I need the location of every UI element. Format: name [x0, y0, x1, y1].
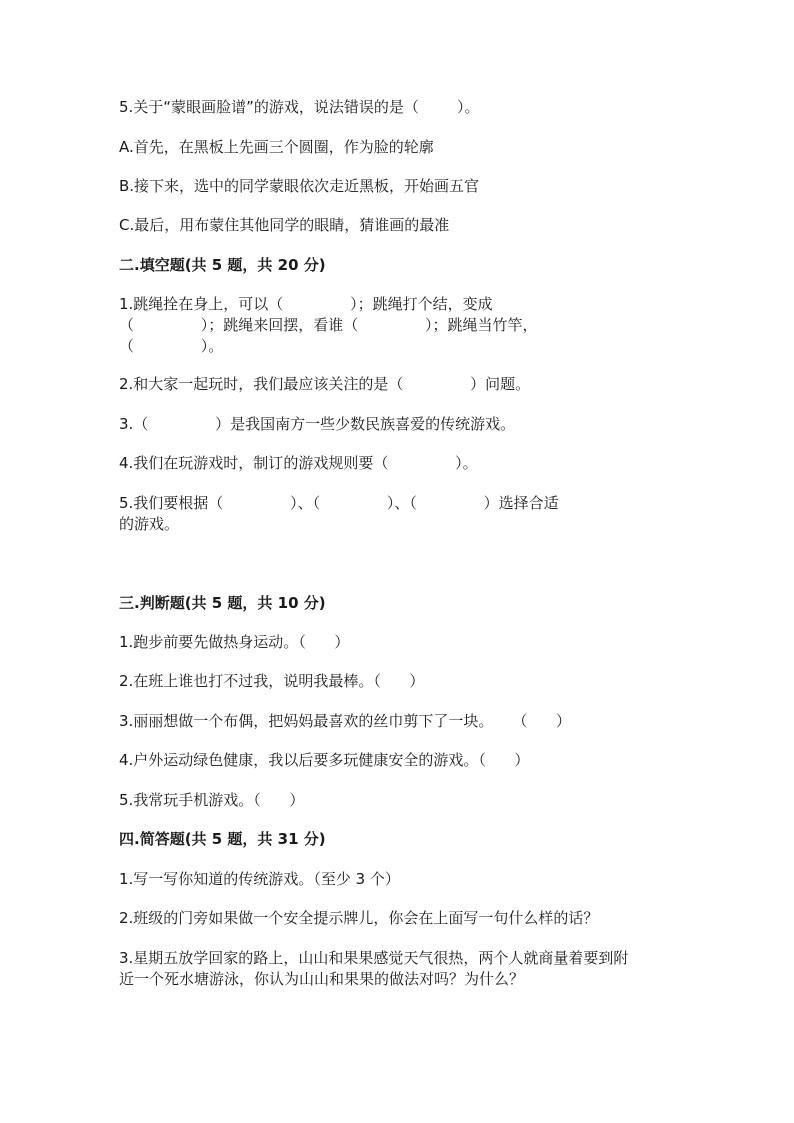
fill-q2: 2.和大家一起玩时，我们最应该关注的是（ ）问题。 — [119, 375, 531, 393]
sa-q3-line1: 3.星期五放学回家的路上，山山和果果感觉天气很热，两个人就商量着要到附 — [119, 949, 629, 967]
section-heading-fill-blank: 二.填空题(共 5 题，共 20 分) — [119, 256, 326, 274]
fill-q5-line2: 的游戏。 — [119, 515, 180, 533]
mc-q5-option-b: B.接下来，选中的同学蒙眼依次走近黑板，开始画五官 — [119, 177, 480, 195]
tf-q3: 3.丽丽想做一个布偶，把妈妈最喜欢的丝巾剪下了一块。 （ ） — [119, 712, 571, 730]
mc-q5-stem: 5.关于“蒙眼画脸谱”的游戏，说法错误的是（ ）。 — [119, 98, 480, 116]
fill-q3: 3.（ ）是我国南方一些少数民族喜爱的传统游戏。 — [119, 415, 516, 433]
section-heading-short-answer: 四.简答题(共 5 题，共 31 分) — [119, 830, 326, 848]
fill-q5-line1: 5.我们要根据（ ）、（ ）、（ ）选择合适 — [119, 494, 559, 512]
tf-q5: 5.我常玩手机游戏。（ ） — [119, 791, 305, 809]
mc-q5-option-a: A.首先，在黑板上先画三个圆圈，作为脸的轮廓 — [119, 138, 434, 156]
fill-q1-line1: 1.跳绳拴在身上，可以（ ）；跳绳打个结，变成 — [119, 295, 493, 313]
fill-q1-line3: （ ）。 — [119, 337, 224, 355]
tf-q1: 1.跑步前要先做热身运动。（ ） — [119, 633, 350, 651]
tf-q4: 4.户外运动绿色健康，我以后要多玩健康安全的游戏。（ ） — [119, 751, 530, 769]
fill-q1-line2: （ ）；跳绳来回摆，看谁（ ）；跳绳当竹竿， — [119, 316, 538, 334]
tf-q2: 2.在班上谁也打不过我，说明我最棒。（ ） — [119, 672, 425, 690]
fill-q4: 4.我们在玩游戏时，制订的游戏规则要（ ）。 — [119, 454, 478, 472]
section-heading-true-false: 三.判断题(共 5 题，共 10 分) — [119, 594, 326, 612]
sa-q2: 2.班级的门旁如果做一个安全提示牌儿，你会在上面写一句什么样的话？ — [119, 909, 599, 927]
sa-q1: 1.写一写你知道的传统游戏。（至少 3 个） — [119, 870, 400, 888]
sa-q3-line2: 近一个死水塘游泳，你认为山山和果果的做法对吗？为什么？ — [119, 970, 525, 988]
mc-q5-option-c: C.最后，用布蒙住其他同学的眼睛，猜谁画的最准 — [119, 216, 450, 234]
